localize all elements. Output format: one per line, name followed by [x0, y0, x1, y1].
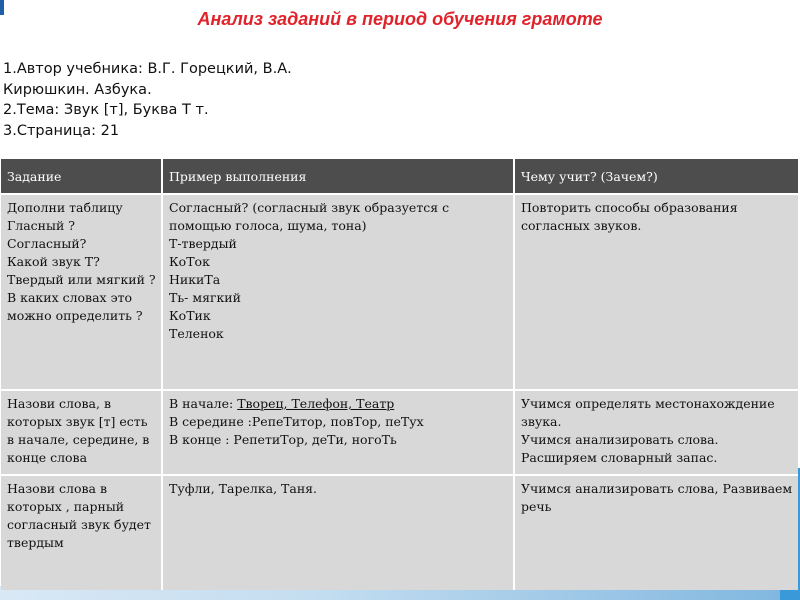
cell-line: Твердый или мягкий ? [7, 272, 156, 287]
cell-line: Т-твердый [169, 236, 237, 251]
cell-example [162, 390, 514, 475]
cell-line: Повторить способы образования [521, 200, 738, 215]
intro-line-page: 3.Страница: 21 [3, 122, 120, 139]
analysis-table [1, 159, 798, 590]
cell-line: Теленок [169, 326, 224, 341]
cell-line: В каких словах это [7, 290, 133, 305]
intro-line-book: Кирюшкин. Азбука. [3, 81, 152, 98]
cell-line: Назови слова в [7, 481, 108, 496]
cell-example [162, 475, 514, 590]
cell-line: согласный звук будет [7, 517, 151, 532]
cell-purpose [514, 390, 798, 475]
header-example: Пример выполнения [162, 159, 514, 194]
cell-task [1, 194, 162, 390]
header-task: Задание [1, 159, 162, 194]
table-row [1, 390, 798, 475]
cell-line: НикиТа [169, 272, 221, 287]
cell-line: В конце : РепетиТор, деТи, ногоТь [169, 432, 397, 447]
cell-line: которых , парный [7, 499, 125, 514]
cell-purpose [514, 475, 798, 590]
cell-task [1, 390, 162, 475]
cell-line: Ть- мягкий [169, 290, 241, 305]
cell-line: можно определить ? [7, 308, 143, 323]
table-header-row [1, 159, 798, 194]
cell-line: КоТик [169, 308, 211, 323]
cell-line: В середине :РепеТитор, повТор, пеТух [169, 414, 424, 429]
cell-line: звука. [521, 414, 562, 429]
start-label: В начале: [169, 396, 238, 411]
table-row [1, 475, 798, 590]
cell-line: согласных звуков. [521, 218, 642, 233]
cell-line: Согласный? (согласный звук образуется с [169, 200, 450, 215]
cell-line: Учимся анализировать слова. [521, 432, 719, 447]
slide-title: Анализ заданий в период обучения грамоте [197, 9, 603, 29]
cell-line: Согласный? [7, 236, 87, 251]
cell-line: Назови слова, в [7, 396, 111, 411]
cell-line: Гласный ? [7, 218, 75, 233]
cell-line: Учимся анализировать слова, Развиваем [521, 481, 793, 496]
cell-line: КоТок [169, 254, 210, 269]
cell-line: конце слова [7, 450, 88, 465]
intro-block [3, 59, 363, 141]
table-row [1, 194, 798, 390]
analysis-table-container [1, 159, 798, 587]
cell-line: Какой звук Т? [7, 254, 100, 269]
cell-line: Туфли, Тарелка, Таня. [169, 481, 318, 496]
header-purpose: Чему учит? (Зачем?) [514, 159, 798, 194]
cell-purpose [514, 194, 798, 390]
cell-line [169, 395, 508, 413]
cell-task [1, 475, 162, 590]
cell-line: Расширяем словарный запас. [521, 450, 718, 465]
cell-line: Дополни таблицу [7, 200, 123, 215]
start-words-underlined: Творец, Телефон, Театр [237, 396, 395, 411]
cell-line: в начале, середине, в [7, 432, 150, 447]
cell-example [162, 194, 514, 390]
cell-line: Учимся определять местонахождение [521, 396, 775, 411]
cell-line: твердым [7, 535, 64, 550]
cell-line: которых звук [т] есть [7, 414, 148, 429]
cell-line: помощью голоса, шума, тона) [169, 218, 367, 233]
cell-line: речь [521, 499, 552, 514]
intro-line-author: 1.Автор учебника: В.Г. Горецкий, В.А. [3, 61, 292, 77]
intro-line-topic: 2.Тема: Звук [т], Буква Т т. [3, 102, 209, 118]
